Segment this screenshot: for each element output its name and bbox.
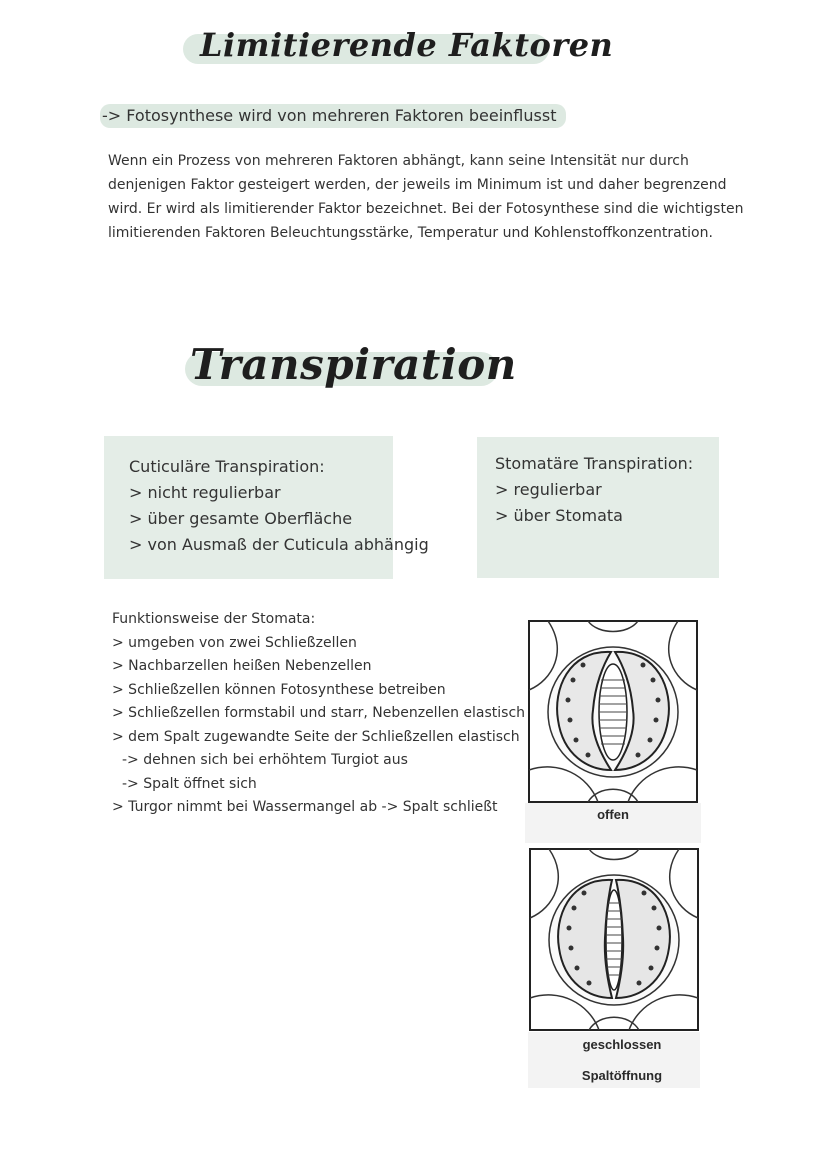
list-item: Funktionsweise der Stomata:: [112, 611, 316, 627]
box-line: > regulierbar: [495, 480, 602, 499]
list-item: -> Spalt öffnet sich: [122, 775, 257, 792]
cuticular-box: [104, 436, 429, 579]
box-line: > über gesamte Oberfläche: [129, 509, 353, 528]
list-item: > umgeben von zwei Schließzellen: [112, 634, 357, 651]
caption-open: offen: [597, 807, 629, 822]
list-item: > Schließzellen formstabil und starr, Nebenzellen elastisch: [112, 705, 526, 721]
box-line: Stomatäre Transpiration:: [495, 454, 694, 473]
box-line: > über Stomata: [495, 506, 623, 525]
definition-paragraph: Wenn ein Prozess von mehreren Faktoren abhängt, kann seine Intensität nur durch denjenigen Faktor gesteigert werden, der jeweils im Minimum ist und daher begrenzend wird. Er wird als limitierender Faktor bezeichnet. Bei der Fotosynthese sind die wichtigsten limitierenden Faktoren Beleuchtungsstärke, Temperatur und Kohlenstoffkonzentration.: [108, 153, 744, 241]
stomata-function-list: [112, 608, 525, 820]
stomatar-box: [477, 437, 719, 578]
list-item: > dem Spalt zugewandte Seite der Schließzellen elastisch: [112, 728, 520, 745]
figure-title: Spaltöffnung: [581, 1068, 663, 1083]
list-item: > Schließzellen können Fotosynthese betreiben: [112, 681, 446, 698]
subtitle-highlight: [100, 104, 566, 128]
caption-closed: geschlossen: [582, 1037, 662, 1052]
box-line: > von Ausmaß der Cuticula abhängig: [129, 535, 429, 554]
section-title: Transpiration: [190, 340, 517, 389]
stoma-open-illustration: [528, 620, 698, 803]
list-item: > Turgor nimmt bei Wassermangel ab -> Spalt schließt: [112, 799, 498, 815]
list-item: > Nachbarzellen heißen Nebenzellen: [112, 658, 372, 674]
list-item: -> dehnen sich bei erhöhtem Turgiot aus: [122, 752, 408, 768]
stoma-closed-illustration: [529, 848, 699, 1031]
box-line: Cuticuläre Transpiration:: [129, 457, 325, 476]
box-line: > nicht regulierbar: [129, 483, 281, 502]
page-title: Limitierende Faktoren: [200, 26, 614, 64]
subtitle-text: -> Fotosynthese wird von mehreren Faktoren beeinflusst: [102, 106, 557, 125]
